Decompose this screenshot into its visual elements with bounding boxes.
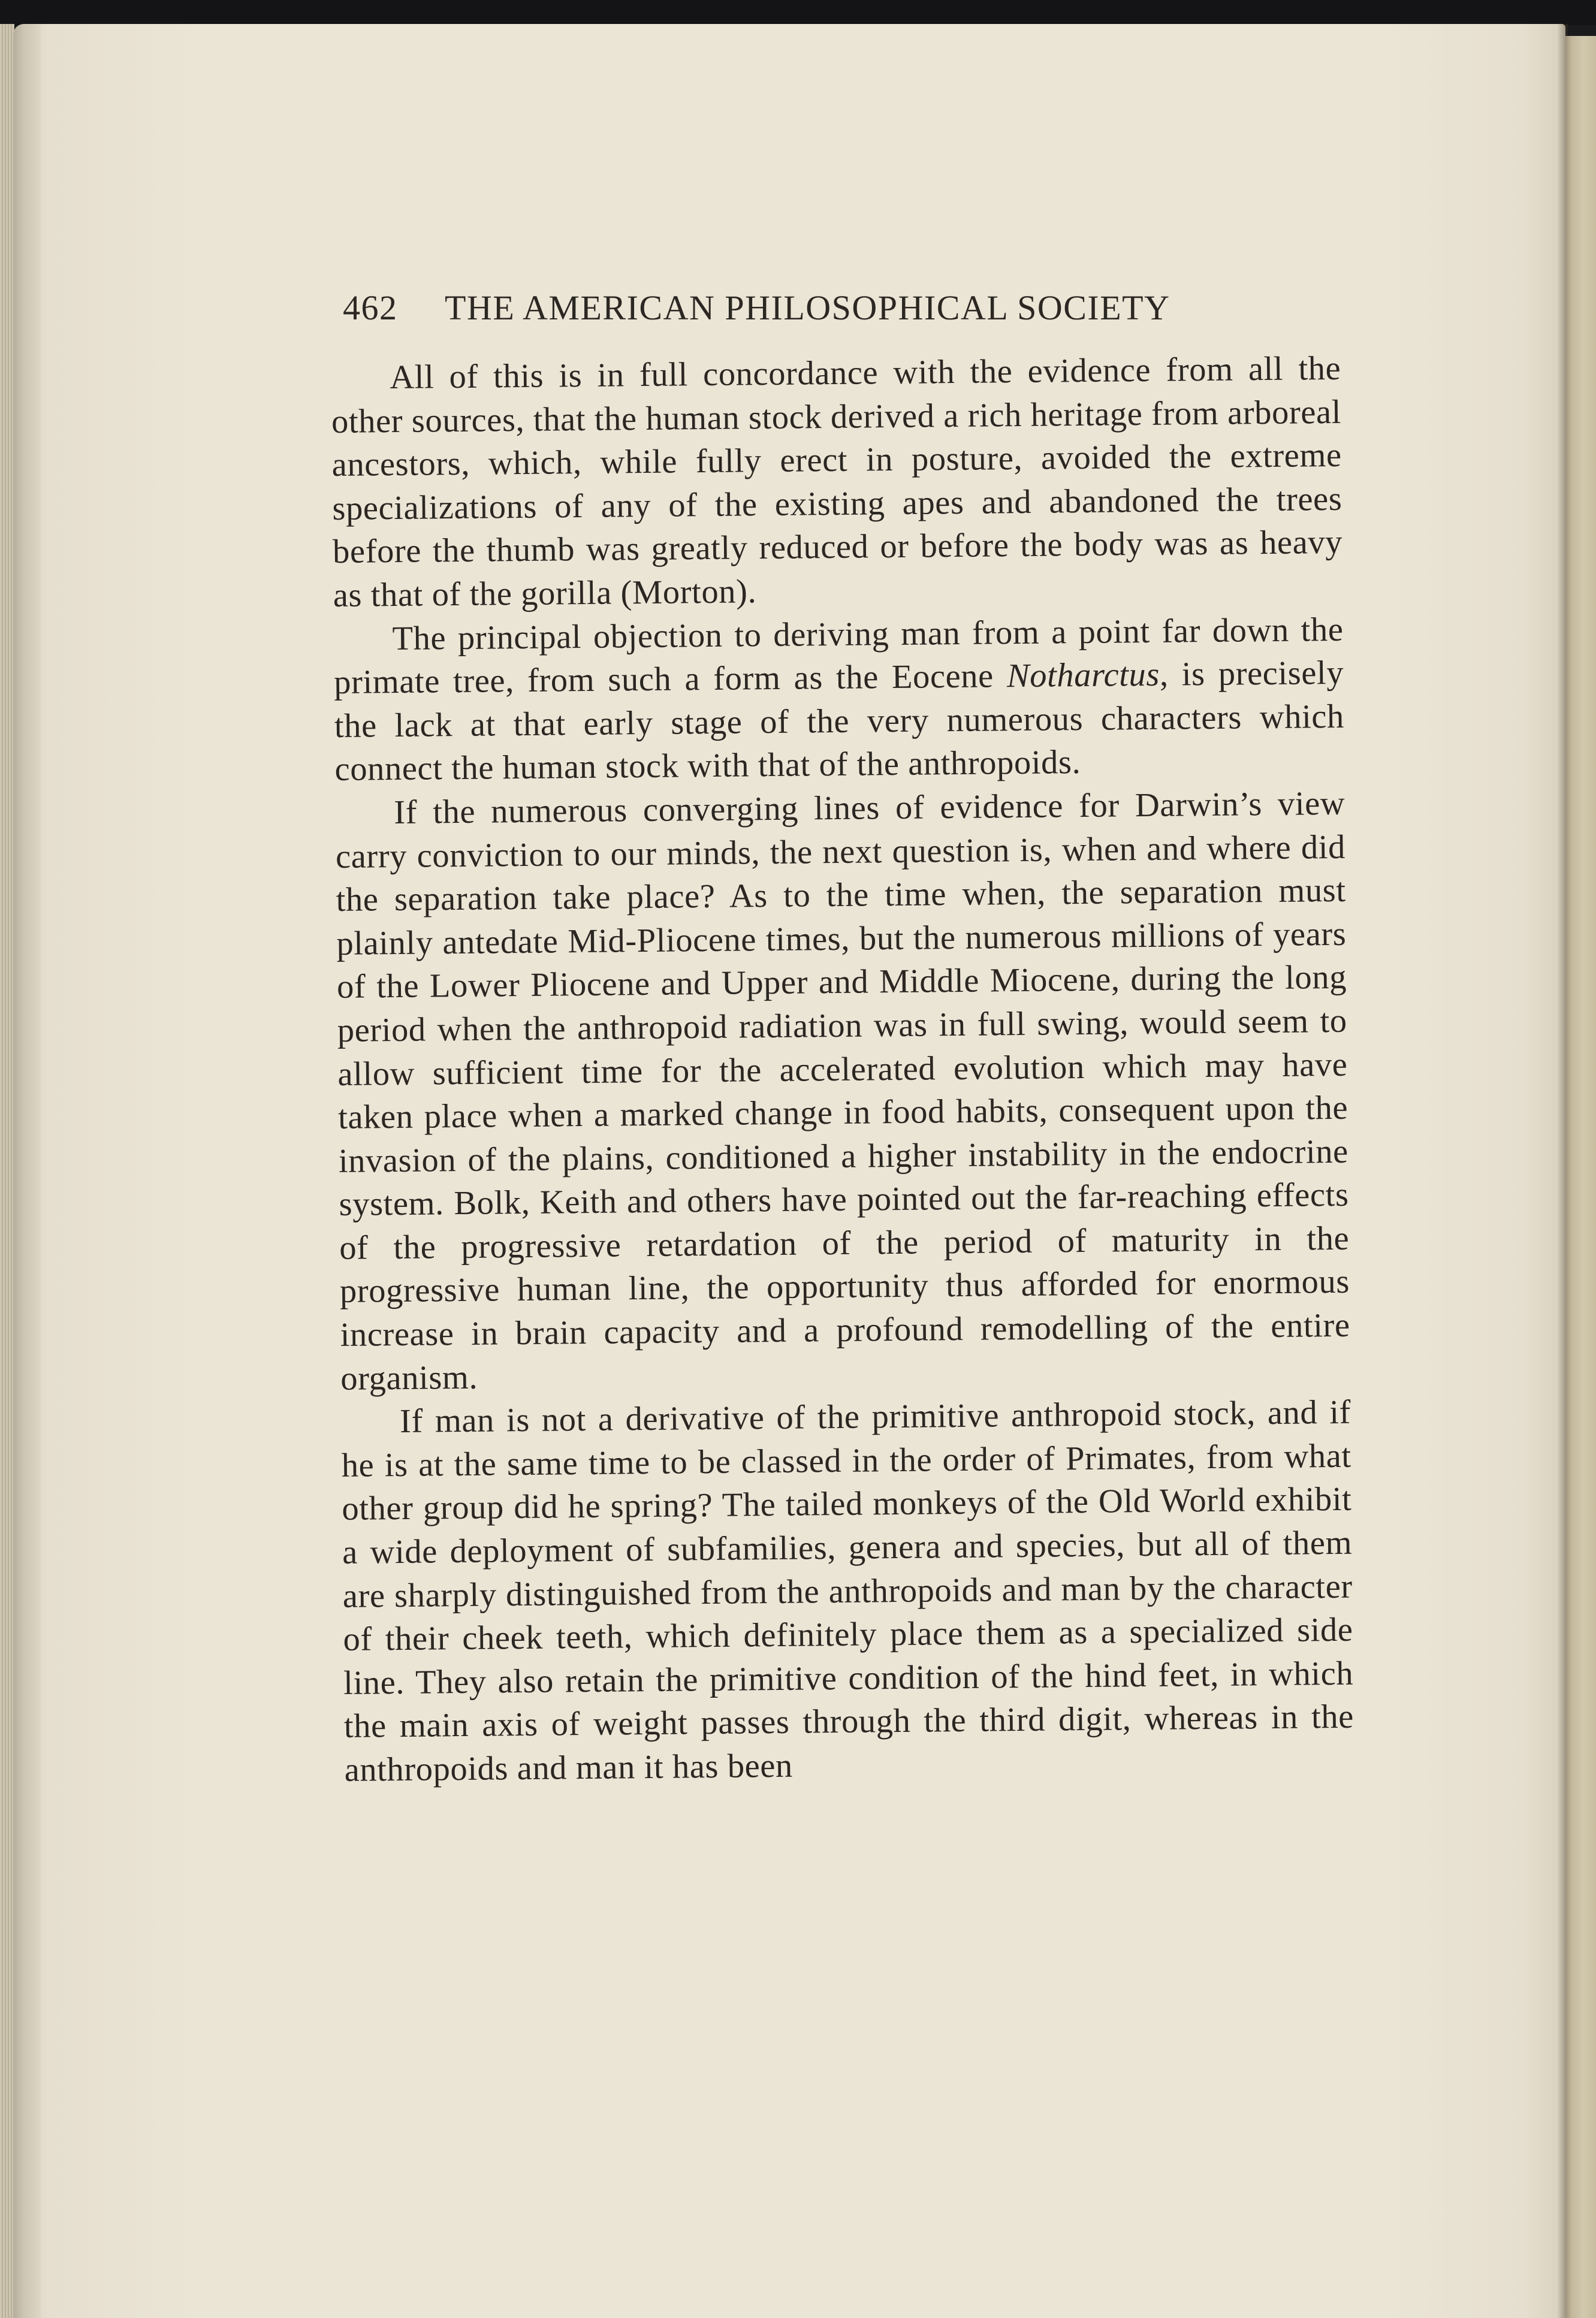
paragraph-2-text-a: The principal objection to deriving man from a point far down the primate tree, from such a form as the Eocene [333,611,1344,702]
paragraph-1: All of this is in full concordance with the evidence from all the other sources, that the human stock derived a rich heritage from arboreal ancestors, which, while fully erect in posture, avoided the extreme specializations of any of the existing apes and abandoned the trees before the thumb was greatly reduced or before the body was as heavy as that of the gorilla (Morton). [331,349,1343,614]
running-header [343,288,1242,328]
page-edge-shadow [13,24,41,2318]
paragraph-2 [333,608,1345,792]
book-page [13,24,1565,2318]
running-title: THE AMERICAN PHILOSOPHICAL SOCIETY [445,288,1170,327]
page-stack-edge [0,24,14,2318]
paragraph-3: If the numerous converging lines of evidence for Darwin’s view carry conviction to our minds, the next question is, when and where did the separation take place? As to the time when, the separation must plainly antedate Mid-Pliocene times, but the numerous millions of years of the Lower Pliocene and Upper and Middle Miocene, during the long period when the anthropoid radiation was in full swing, would seem to allow sufficient time for the accelerated evolution which may have taken place when a marked change in food habits, consequent upon the invasion of the plains, conditioned a higher instability in the endocrine system. Bolk, Keith and others have pointed out the far-reaching effects of the progressive retardation of the period of maturity in the progressive human line, the opportunity thus afforded for enormous increase in brain capacity and a profound remodelling of the entire organism. [335,784,1350,1398]
body-text [331,347,1354,1792]
scanner-background [0,0,1596,25]
genus-name-italic: Notharctus [1006,656,1160,695]
paragraph-4: If man is not a derivative of the primitive anthropoid stock, and if he is at the same time to be classed in the order of Primates, from what other group did he spring? The tailed monkeys of the Old World exhibit a wide deployment of subfamilies, genera and species, but all of them are sharply distinguished from the anthropoids and man by the character of their cheek teeth, which definitely place them as a specialized side line. They also retain the primitive condition of the hind feet, in which the main axis of weight passes through the third digit, whereas in the anthropoids and man it has been [341,1393,1354,1789]
facing-page-edge [1565,36,1596,2318]
paragraph-2-text-b: , is precisely the lack at that early stage of the very numerous characters which connect the human stock with that of the anthropoids. [334,654,1345,789]
page-number: 462 [343,288,398,327]
